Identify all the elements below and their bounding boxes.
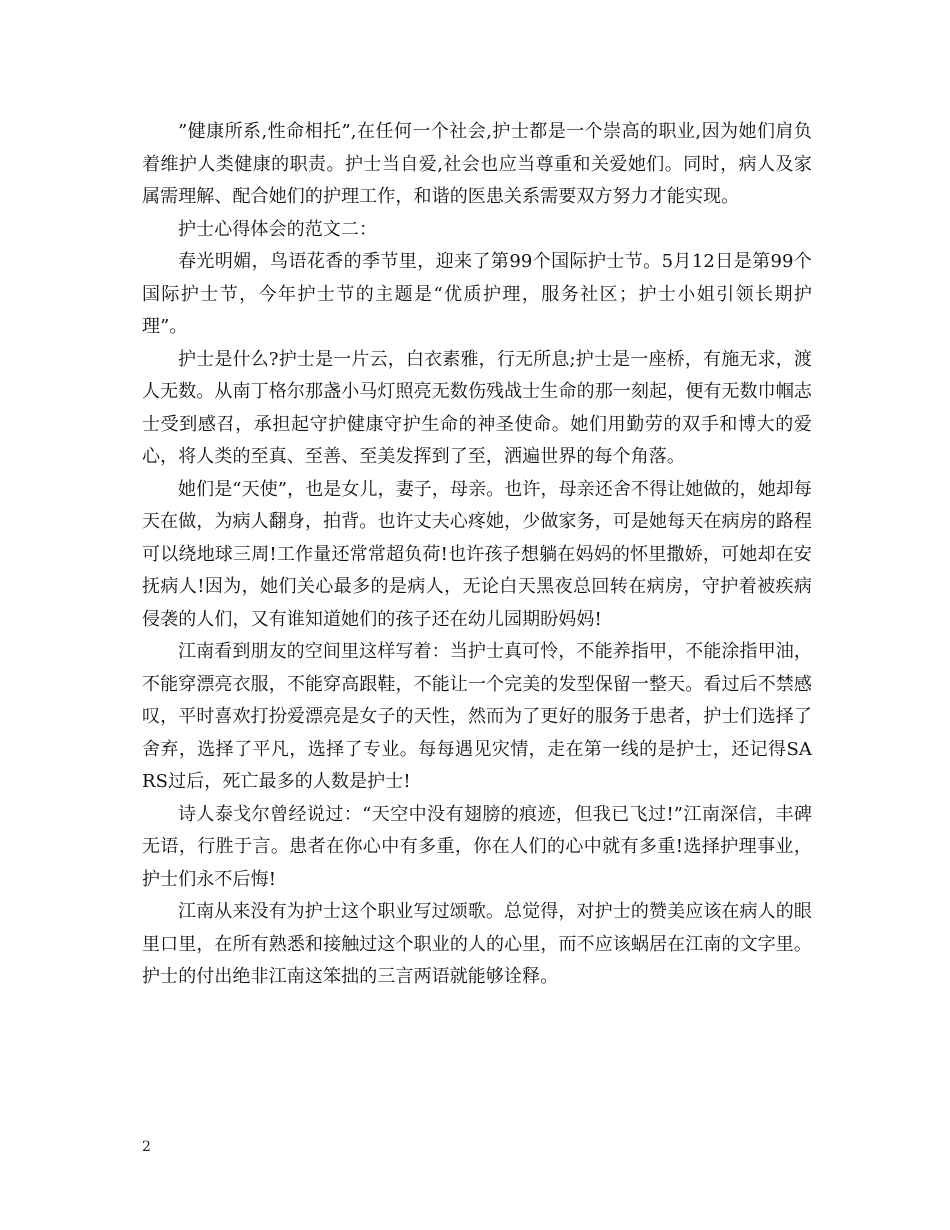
- paragraph-angels: 她们是“天使”，也是女儿，妻子，母亲。也许，母亲还舍不得让她做的，她却每天在做，为病人翻身，拍背。也许丈夫心疼她，少做家务，可是她每天在病房的路程可以绕地球三周!工作量还常常超负荷!也许孩子想躺在妈妈的怀里撒娇，可她却在安抚病人!因为，她们关心最多的是病人，无论白天黑夜总回转在病房，守护着被疾病侵袭的人们，又有谁知道她们的孩子还在幼儿园期盼妈妈!: [142, 478, 813, 630]
- paragraph-nurses-day: 春光明媚，鸟语花香的季节里，迎来了第99个国际护士节。5月12日是第99个国际护士节，今年护士节的主题是“优质护理，服务社区；护士小姐引领长期护理”。: [142, 251, 812, 337]
- paragraph-what-is-nurse: 护士是什么?护士是一片云，白衣素雅，行无所息;护士是一座桥，有施无求，渡人无数。从南丁格尔那盏小马灯照亮无数伤残战士生命的那一刻起，便有无数巾帼志士受到感召，承担起守护健康守护生命的神圣使命。她们用勤劳的双手和博大的爱心，将人类的至真、至善、至美发挥到了至，洒遍世界的每个角落。: [142, 348, 812, 467]
- section-heading-sample-two: 护士心得体会的范文二：: [178, 218, 378, 240]
- paragraph-health-responsibility: ”健康所系,性命相托”,在任何一个社会,护士都是一个崇高的职业,因为她们肩负着维护人类健康的职责。护士当自爱,社会也应当尊重和关爱她们。同时，病人及家属需理解、配合她们的护理工作，和谐的医患关系需要双方努力才能实现。: [142, 121, 812, 207]
- page-number: 2: [142, 1139, 151, 1155]
- paragraph-tagore-quote: 诗人泰戈尔曾经说过：“天空中没有翅膀的痕迹，但我已飞过!”江南深信，丰碑无语，行胜于言。患者在你心中有多重，你在人们的心中就有多重!选择护理事业，护士们永不后悔!: [142, 803, 812, 890]
- document-body: [142, 116, 812, 994]
- paragraph-closing: 江南从来没有为护士这个职业写过颂歌。总觉得，对护士的赞美应该在病人的眼里口里，在所有熟悉和接触过这个职业的人的心里，而不应该蜗居在江南的文字里。护士的付出绝非江南这笨拙的三言两语就能够诠释。: [142, 901, 812, 987]
- paragraph-friend-space: 江南看到朋友的空间里这样写着：当护士真可怜，不能养指甲，不能涂指甲油，不能穿漂亮衣服，不能穿高跟鞋，不能让一个完美的发型保留一整天。看过后不禁感叹，平时喜欢打扮爱漂亮是女子的天性，然而为了更好的服务于患者，护士们选择了舍弃，选择了平凡，选择了专业。每每遇见灾情，走在第一线的是护士，还记得SARS过后，死亡最多的人数是护士!: [142, 641, 812, 792]
